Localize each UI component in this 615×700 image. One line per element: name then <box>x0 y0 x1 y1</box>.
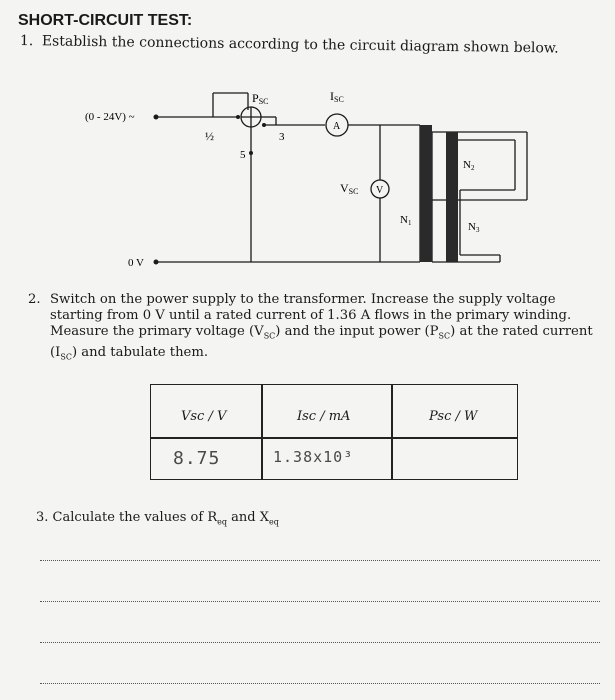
step-1-text: Establish the connections according to the circuit diagram shown below. <box>41 33 559 57</box>
winding-n3-label: N3 <box>468 221 480 234</box>
step-2-line-2: starting from 0 V until a rated current of 1.36 A flows in the primary winding. <box>50 308 572 323</box>
step-3 <box>36 510 279 527</box>
supply-label: (0 - 24V) ~ <box>85 111 135 123</box>
step-2-line-4: $(I_{SC})$ and tabulate them. <box>50 344 209 362</box>
tap-5-label: 5 <box>240 149 246 161</box>
step-2 <box>28 292 598 365</box>
results-table <box>150 384 518 480</box>
answer-line-4[interactable] <box>40 683 600 684</box>
circuit-diagram <box>0 80 615 280</box>
header-psc: Psc / W <box>429 409 478 424</box>
header-vsc: Vsc / V <box>181 409 227 424</box>
step-2-line-3: Measure the primary voltage $(V_{SC})$ and the input power $(P_{SC})$ at the rated current <box>50 324 593 341</box>
ammeter-label: ISC <box>330 89 344 104</box>
cell-vsc-value[interactable]: 8.75 <box>173 448 221 469</box>
supply-terminal <box>154 115 159 120</box>
step-1 <box>20 33 559 57</box>
ammeter-symbol: A <box>333 121 341 132</box>
transformer-core-left <box>420 125 432 262</box>
step-3-number: 3. <box>36 510 49 525</box>
answer-line-1[interactable] <box>40 560 600 561</box>
step-3-text: Calculate the values of $R_{eq}$ and $X_{eq}$ <box>52 510 279 527</box>
answer-line-2[interactable] <box>40 601 600 602</box>
step-2-line-1: Switch on the power supply to the transformer. Increase the supply voltage <box>50 292 556 307</box>
winding-n2-label: N2 <box>463 159 475 172</box>
header-isc: Isc / mA <box>297 409 351 424</box>
voltmeter-label: VSC <box>340 181 359 196</box>
page-title: SHORT-CIRCUIT TEST: <box>18 12 193 29</box>
tap-half-label: ½ <box>205 129 214 143</box>
step-2-number: 2. <box>28 292 41 307</box>
voltmeter-symbol: V <box>376 185 384 196</box>
wattmeter-label: PSC <box>252 91 269 106</box>
tap-3-label: 3 <box>279 131 285 143</box>
cell-isc-value[interactable]: 1.38x10³ <box>273 448 354 466</box>
zero-volt-label: 0 V <box>128 257 144 269</box>
zero-terminal <box>154 260 159 265</box>
answer-line-3[interactable] <box>40 642 600 643</box>
winding-n1-label: N1 <box>400 214 412 227</box>
transformer-core-right <box>446 132 458 262</box>
step-1-number: 1. <box>19 33 34 50</box>
